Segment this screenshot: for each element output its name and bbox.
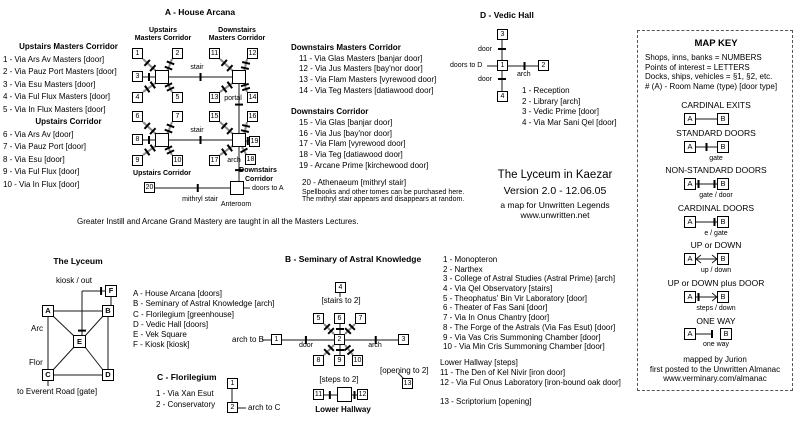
- anteroom-box: [230, 181, 244, 195]
- lyceum-node-a: A: [42, 305, 54, 317]
- arch-to-b-label: arch to B: [232, 335, 265, 344]
- key-section-title: ONE WAY: [696, 316, 736, 326]
- seminary-room-12: 12: [358, 391, 367, 398]
- vedic-door-bottom-label: door: [478, 76, 493, 83]
- seminary-room-11: 11: [314, 391, 323, 398]
- list-item: 2 - Library [arch]: [522, 96, 581, 106]
- key-box-a: A: [684, 141, 696, 153]
- arcana-footnote: Greater Instill and Arcane Grand Mastery are taught in all the Masters Lectures.: [77, 217, 359, 226]
- seminary-room-13: 13: [403, 380, 412, 387]
- vedic-list: [522, 87, 617, 130]
- map-key-credits: [637, 356, 793, 384]
- list-item: 1 - Reception: [522, 86, 570, 95]
- legend-item: C - Florilegium [greenhouse]: [133, 309, 234, 319]
- lower-hallway-box: [337, 387, 352, 402]
- key-intro-line: Docks, ships, vehicles = §1, §2, etc.: [645, 72, 773, 82]
- arcana-room-17: 17: [210, 157, 219, 164]
- seminary-room-7: 7: [355, 313, 366, 324]
- arcana-room-1: 1: [132, 48, 143, 59]
- credit-line: mapped by Jurion: [683, 355, 747, 364]
- flor-label: Flor: [29, 358, 43, 367]
- map-url: www.unwritten.net: [520, 209, 590, 220]
- list-item: 1 - Via Xan Esut: [156, 389, 214, 398]
- vedic-room-2: 2: [538, 60, 549, 71]
- arcana-downstairs-corridor-label-1: Downstairs: [239, 167, 277, 174]
- arcana-room-18: 18: [246, 156, 255, 163]
- key-sample-label: up / down: [700, 267, 732, 274]
- vedic-title: D - Vedic Hall: [480, 10, 534, 20]
- key-intro-line: # (A) - Room Name (type) [door type]: [645, 81, 778, 91]
- arcana-room-12: 12: [248, 50, 257, 57]
- key-box-b: B: [717, 141, 729, 153]
- list-item: 4 - Via Qel Observatory [stairs]: [443, 284, 553, 294]
- lower-hallway-list: [440, 359, 621, 388]
- seminary-room-1: 1: [271, 334, 282, 345]
- scriptorium-item: 13 - Scriptorium [opening]: [440, 397, 532, 406]
- list-item: 5 - Via In Flux Masters [door]: [3, 104, 106, 114]
- legend-item: A - House Arcana [doors]: [133, 289, 222, 298]
- vedic-room-1: 1: [497, 60, 508, 71]
- arcana-room-14: 14: [248, 94, 257, 101]
- legend-item: B - Seminary of Astral Knowledge [arch]: [133, 299, 275, 309]
- note-line: The mithryl stair appears and disappears at random.: [302, 196, 465, 203]
- list-item: 3 - Via Esu Masters [door]: [3, 79, 96, 89]
- seminary-list: [443, 256, 615, 353]
- anteroom-label: Anteroom: [220, 201, 252, 208]
- list-item: 7 - Via In Onus Chantry [door]: [443, 313, 550, 323]
- opening-to-2-label: [opening to 2]: [380, 366, 429, 375]
- vedic-room-3: 3: [497, 29, 508, 40]
- lower-hallway-label: Lower Hallway: [315, 405, 371, 414]
- list-item: 10 - Via In Flux [door]: [3, 179, 80, 189]
- mithryl-stair-label: mithryl stair: [182, 196, 218, 203]
- list-item: 3 - College of Astral Studies (Astral Prime) [arch]: [443, 274, 616, 284]
- arcana-room-6: 6: [132, 111, 143, 122]
- seminary-title: B - Seminary of Astral Knowledge: [285, 254, 422, 264]
- seminary-room-8: 8: [313, 355, 324, 366]
- seminary-room-10: 10: [353, 357, 362, 364]
- arcana-downstairs-masters-label-2: Masters Corridor: [208, 35, 266, 42]
- list-item: 17 - Via Flam [vyrewood door]: [299, 139, 406, 149]
- key-box-a: A: [684, 253, 696, 265]
- list-header: Downstairs Corridor: [291, 107, 369, 117]
- key-box-b: B: [717, 216, 729, 228]
- key-section-title: NON-STANDARD DOORS: [665, 165, 767, 175]
- hub-downstairs: [232, 133, 246, 147]
- key-sample-label: e / gate: [704, 230, 728, 237]
- key-sample-label: steps / down: [696, 305, 736, 312]
- list-header: Downstairs Masters Corridor: [291, 43, 401, 52]
- key-box-a: A: [684, 216, 696, 228]
- doors-to-a-label: doors to A: [252, 185, 284, 192]
- key-sample-label: gate / door: [699, 192, 733, 199]
- arcana-room-2: 2: [172, 48, 183, 59]
- everent-road-label: to Everent Road [gate]: [17, 387, 98, 396]
- arcana-room-5: 5: [172, 92, 183, 103]
- florilegium-room-1: 1: [227, 378, 238, 389]
- stairs-to-2-label: [stairs to 2]: [321, 296, 361, 305]
- key-section-title: CARDINAL DOORS: [677, 203, 755, 213]
- key-box-b: B: [717, 253, 729, 265]
- arcana-upstairs-lists: [3, 43, 134, 193]
- legend-item: F - Kiosk [kiosk]: [133, 340, 190, 350]
- key-box-b: B: [717, 291, 729, 303]
- list-header: Lower Hallway [steps]: [440, 358, 518, 367]
- hub-upstairs-masters: [155, 70, 169, 84]
- list-item: 1 - Via Ars Av Masters [door]: [3, 54, 105, 64]
- arcana-room-7: 7: [172, 111, 183, 122]
- map-key-title: MAP KEY: [694, 38, 738, 49]
- stair-label-top: stair: [190, 64, 204, 71]
- list-item: 2 - Conservatory: [156, 400, 216, 409]
- seminary-room-3: 3: [398, 334, 409, 345]
- arch-label-arcana: arch: [227, 157, 241, 164]
- arcana-room-8: 8: [132, 134, 143, 145]
- list-item: 4 - Via Ful Flux Masters [door]: [3, 92, 110, 101]
- list-item: 18 - Via Teg [datiawood door]: [299, 149, 403, 159]
- list-item: 3 - Vedic Prime [door]: [522, 107, 599, 117]
- arcana-upstairs-corridor-label: Upstairs Corridor: [133, 170, 191, 177]
- list-item: 9 - Via Vas Cris Summoning Chamber [door]: [443, 332, 601, 342]
- list-item: 15 - Via Glas [banjar door]: [299, 117, 393, 127]
- lyceum-node-d: D: [102, 369, 114, 381]
- list-item: 20 - Athenaeum [mithryl stair]: [302, 178, 407, 187]
- list-item: 10 - Via Min Cris Summoning Chamber [door]: [443, 342, 605, 352]
- florilegium-title: C - Florilegium: [157, 372, 217, 382]
- credit-line: www.verminary.com/almanac: [663, 373, 767, 383]
- key-section-title: UP or DOWN plus DOOR: [667, 278, 765, 288]
- arcana-downstairs-corridor-label-2: Corridor: [245, 176, 273, 183]
- doors-to-d-label: doors to D: [450, 62, 483, 69]
- seminary-room-5: 5: [313, 313, 324, 324]
- list-item: 5 - Theophatus' Bin Vir Laboratory [door]: [443, 293, 587, 303]
- key-box-a: A: [684, 328, 696, 340]
- legend-item: E - Vek Square: [133, 330, 187, 340]
- list-item: 7 - Via Pauz Port [door]: [3, 142, 87, 151]
- vedic-room-4: 4: [497, 91, 508, 102]
- vedic-arch-label: arch: [517, 71, 531, 78]
- list-item: 6 - Theater of Fas Sani [door]: [443, 303, 548, 313]
- map-key-intro: [645, 54, 777, 92]
- hub-downstairs-masters: [232, 70, 246, 84]
- key-box-b: B: [720, 328, 732, 340]
- kiosk-out-label: kiosk / out: [56, 276, 93, 285]
- list-item: 19 - Arcane Prime [kirchewood door]: [299, 160, 429, 170]
- arcana-room-19: 19: [250, 138, 259, 145]
- arcana-room-20: 20: [145, 184, 154, 191]
- seminary-room-2: 2: [334, 334, 345, 345]
- legend-item: D - Vedic Hall [doors]: [133, 319, 209, 329]
- hub-upstairs: [155, 133, 169, 147]
- title-block: [455, 170, 655, 219]
- arch-to-c-label: arch to C: [248, 403, 281, 412]
- map-title: The Lyceum in Kaezar: [497, 169, 613, 181]
- key-section-title: CARDINAL EXITS: [681, 100, 751, 110]
- list-item: 8 - The Forge of the Astrals (Via Fas Esut) [door]: [443, 322, 616, 332]
- note-line: Spellbooks and other tomes can be purchased here.: [302, 188, 465, 196]
- seminary-room-9: 9: [334, 355, 345, 366]
- list-item: 6 - Via Ars Av [door]: [3, 129, 74, 139]
- list-item: 13 - Via Flam Masters [vyrewood door]: [299, 75, 437, 85]
- list-item: 2 - Narthex: [443, 264, 483, 274]
- seminary-arch-label: arch: [368, 342, 382, 349]
- list-item: 8 - Via Esu [door]: [3, 154, 65, 164]
- list-item: 2 - Via Pauz Port Masters [door]: [3, 67, 117, 76]
- arcana-room-15: 15: [210, 113, 219, 120]
- arcana-room-3: 3: [132, 71, 143, 82]
- steps-to-2-label: [steps to 2]: [319, 375, 359, 384]
- vedic-door-top-label: door: [478, 46, 493, 53]
- arcana-downstairs-masters-label-1: Downstairs: [218, 27, 256, 34]
- list-item: 14 - Via Teg Masters [datiawood door]: [299, 85, 434, 95]
- key-section-title: STANDARD DOORS: [676, 128, 756, 138]
- stair-label-bottom: stair: [190, 127, 204, 134]
- key-section-title: UP or DOWN: [690, 240, 742, 250]
- lyceum-node-b: B: [102, 305, 114, 317]
- florilegium-list: [156, 390, 215, 412]
- list-item: 12 - Via Jus Masters [bay'nor door]: [299, 64, 423, 74]
- arcana-downstairs-lists: [291, 44, 436, 172]
- arcana-room-11: 11: [210, 50, 219, 57]
- list-item: 12 - Via Ful Onus Laboratory [iron-bound oak door]: [440, 377, 621, 387]
- list-item: 9 - Via Ful Flux [door]: [3, 167, 80, 176]
- arcana-room-10: 10: [173, 157, 182, 164]
- lyceum-node-f: F: [105, 285, 117, 297]
- list-item: 11 - The Den of Kel Nivir [iron door]: [440, 368, 566, 377]
- seminary-room-4: 4: [335, 282, 346, 293]
- arcana-upstairs-masters-label-2: Masters Corridor: [134, 35, 192, 42]
- list-item: 1 - Monopteron: [443, 255, 498, 264]
- arcana-room-16: 16: [248, 113, 257, 120]
- key-intro-line: Shops, inns, banks = NUMBERS: [645, 53, 762, 62]
- map-subtitle: a map for Unwritten Legends: [500, 200, 610, 210]
- key-box-b: B: [717, 178, 729, 190]
- key-box-b: B: [717, 113, 729, 125]
- athenaeum-note: [302, 179, 464, 203]
- list-header: Upstairs Masters Corridor: [19, 42, 118, 51]
- lyceum-node-e: E: [73, 335, 86, 348]
- key-box-a: A: [684, 113, 696, 125]
- arcana-room-4: 4: [132, 92, 143, 103]
- seminary-room-6: 6: [334, 313, 345, 324]
- florilegium-room-2: 2: [227, 402, 238, 413]
- arcana-room-9: 9: [132, 155, 143, 166]
- key-box-a: A: [684, 291, 696, 303]
- seminary-door-label: door: [298, 342, 314, 349]
- list-item: 4 - Via Mar Sani Qel [door]: [522, 118, 617, 128]
- credit-line: first posted to the Unwritten Almanac: [649, 364, 781, 374]
- list-item: 16 - Via Jus [bay'nor door]: [299, 128, 392, 138]
- arcana-room-13: 13: [210, 94, 219, 101]
- key-box-a: A: [684, 178, 696, 190]
- arcana-title: A - House Arcana: [164, 7, 236, 17]
- arc-label: Arc: [31, 324, 43, 333]
- list-item: 11 - Via Glas Masters [banjar door]: [299, 53, 423, 63]
- key-sample-label: one way: [702, 341, 730, 348]
- portal-label: portal: [224, 95, 242, 102]
- map-version: Version 2.0 - 12.06.05: [503, 185, 607, 197]
- list-header: Upstairs Corridor: [35, 117, 102, 126]
- arcana-upstairs-masters-label-1: Upstairs: [148, 27, 178, 34]
- key-sample-label: gate: [709, 155, 723, 162]
- key-intro-line: Points of interest = LETTERS: [645, 62, 750, 72]
- lyceum-node-c: C: [42, 369, 54, 381]
- lyceum-title: The Lyceum: [53, 256, 103, 266]
